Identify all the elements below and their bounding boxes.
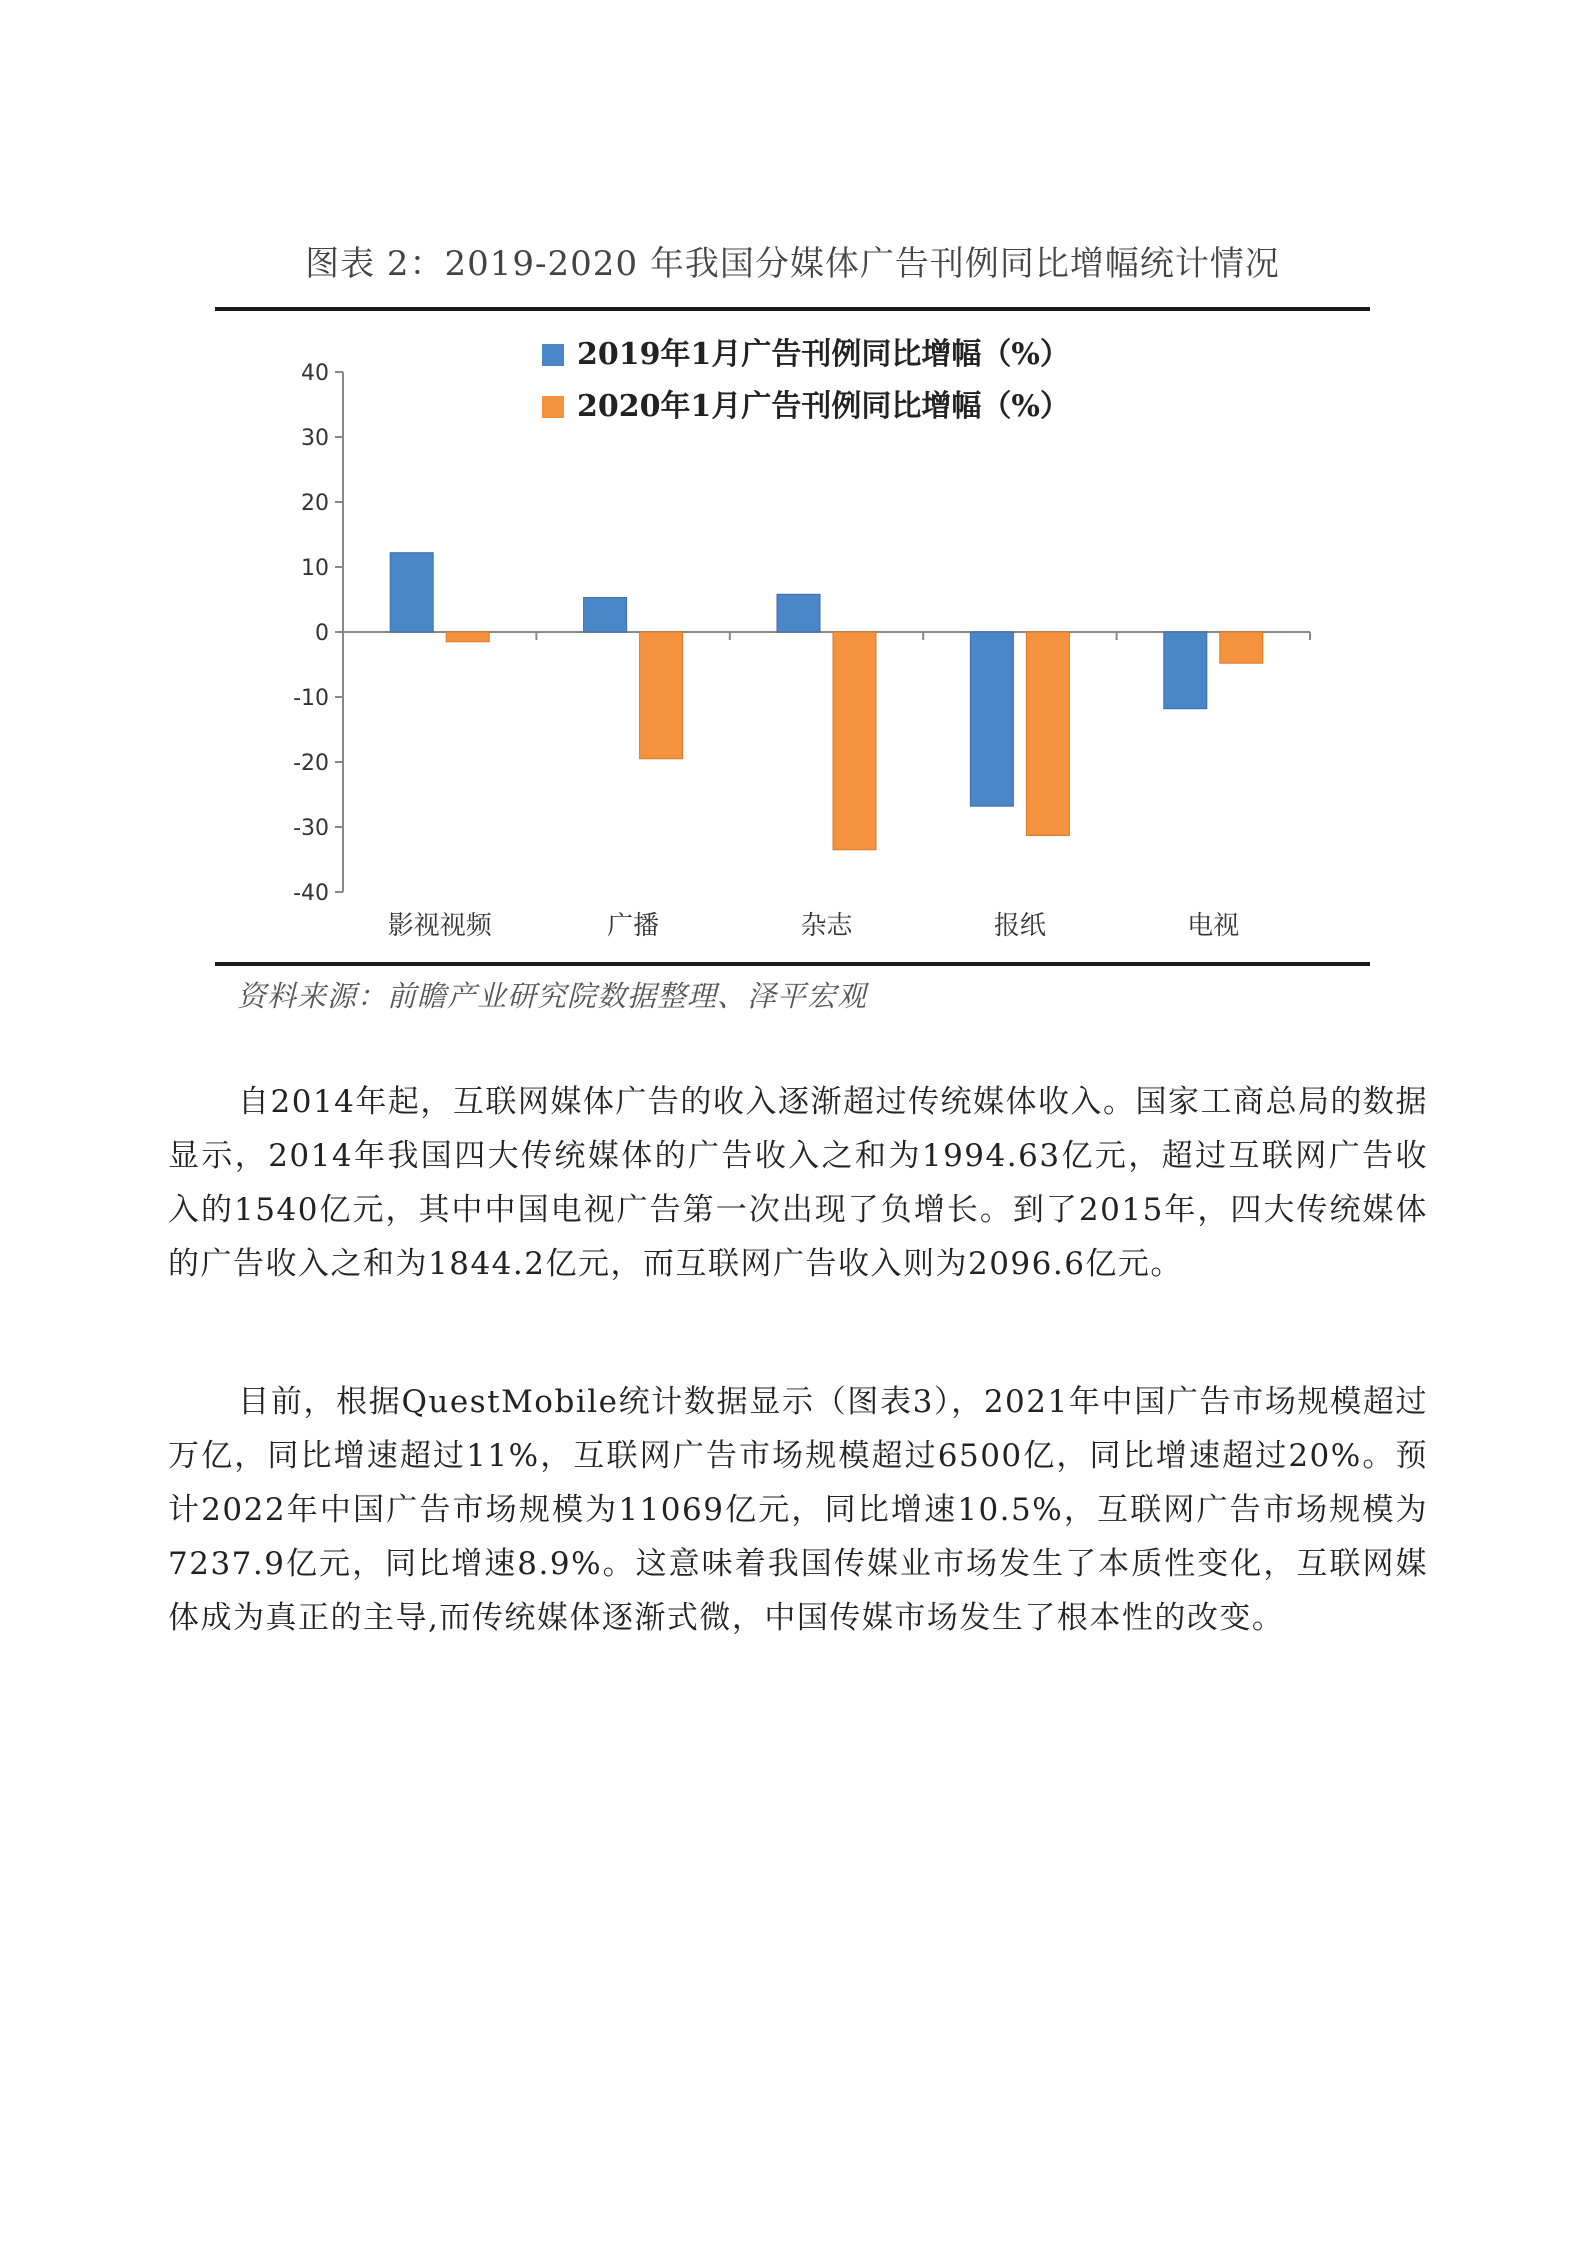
legend-swatch xyxy=(542,396,564,418)
figure-top-rule xyxy=(215,307,1370,311)
bar-2019-2 xyxy=(777,594,820,632)
legend-swatch xyxy=(542,344,564,366)
bar-2020-2 xyxy=(833,632,876,850)
bar-2020-4 xyxy=(1220,632,1263,663)
y-tick-label: 40 xyxy=(301,361,329,386)
bar-2019-3 xyxy=(970,632,1013,806)
category-label: 报纸 xyxy=(993,911,1046,941)
figure-bottom-rule xyxy=(215,962,1370,966)
chart-bars xyxy=(390,553,1263,850)
bar-2020-3 xyxy=(1026,632,1069,835)
bar-2020-0 xyxy=(446,632,489,642)
bar-chart xyxy=(215,312,1370,960)
paragraph-1 xyxy=(168,1075,1428,1291)
category-label: 电视 xyxy=(1187,911,1240,941)
category-label: 杂志 xyxy=(800,911,853,941)
legend-label: 2019年1月广告刊例同比增幅（%） xyxy=(577,337,1070,372)
paragraph-2 xyxy=(168,1375,1428,1645)
y-tick-label: -10 xyxy=(293,686,329,711)
figure-title: 图表 2：2019-2020 年我国分媒体广告刊例同比增幅统计情况 xyxy=(305,244,1280,284)
legend-label: 2020年1月广告刊例同比增幅（%） xyxy=(577,389,1070,424)
y-tick-label: 30 xyxy=(301,426,329,451)
bar-2019-1 xyxy=(584,598,627,632)
y-tick-label: 0 xyxy=(315,621,329,646)
y-tick-label: 10 xyxy=(301,556,329,581)
bar-2020-1 xyxy=(640,632,683,759)
y-tick-label: -40 xyxy=(293,881,329,906)
bar-2019-0 xyxy=(390,553,433,632)
category-label: 影视视频 xyxy=(387,911,492,941)
y-tick-label: -30 xyxy=(293,816,329,841)
figure-source: 资料来源：前瞻产业研究院数据整理、泽平宏观 xyxy=(237,979,868,1013)
category-label: 广播 xyxy=(607,911,660,941)
y-tick-label: -20 xyxy=(293,751,329,776)
paragraph-1-text: 自2014年起，互联网媒体广告的收入逐渐超过传统媒体收入。国家工商总局的数据显示，2014年我国四大传统媒体的广告收入之和为1994.63亿元，超过互联网广告收入的1540亿元，其中中国电视广告第一次出现了负增长。到了2015年，四大传统媒体的广告收入之和为1844.2亿元，而互联网广告收入则为2096.6亿元。 xyxy=(168,1084,1428,1282)
chart-axes xyxy=(293,361,1310,941)
paragraph-2-text: 目前，根据QuestMobile统计数据显示（图表3），2021年中国广告市场规模超过万亿，同比增速超过11%，互联网广告市场规模超过6500亿，同比增速超过20%。预计2022年中国广告市场规模为11069亿元，同比增速10.5%，互联网广告市场规模为7237.9亿元，同比增速8.9%。这意味着我国传媒业市场发生了本质性变化，互联网媒体成为真正的主导,而传统媒体逐渐式微，中国传媒市场发生了根本性的改变。 xyxy=(168,1384,1428,1636)
chart-legend xyxy=(542,337,1070,424)
bar-2019-4 xyxy=(1164,632,1207,709)
y-tick-label: 20 xyxy=(301,491,329,516)
